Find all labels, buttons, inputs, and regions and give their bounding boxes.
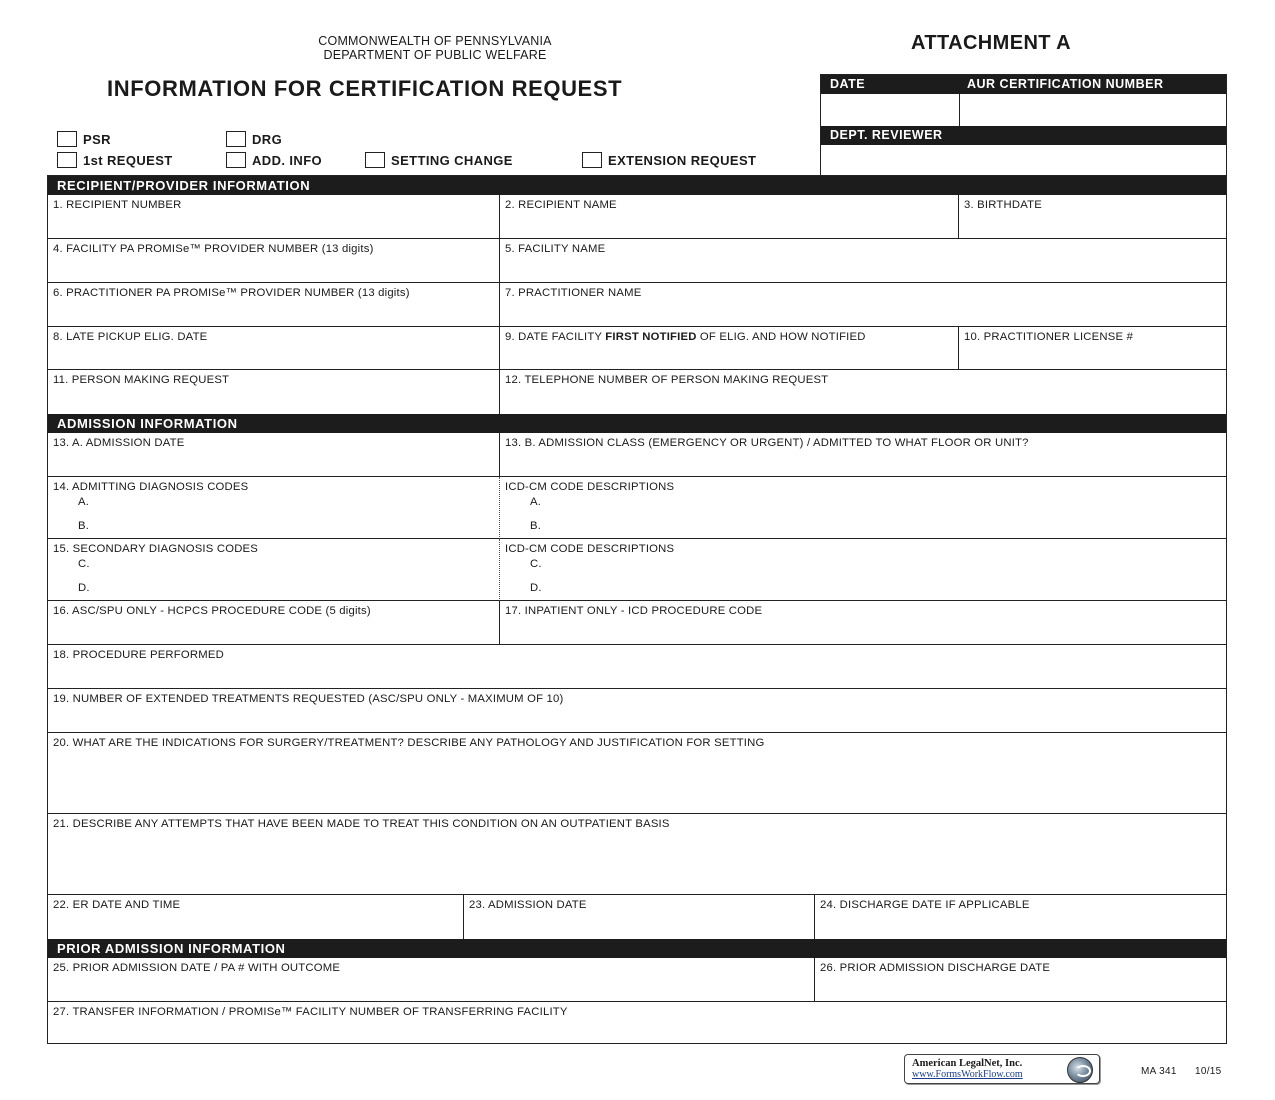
checkbox-psr-box[interactable] bbox=[57, 131, 77, 147]
section-admission: ADMISSION INFORMATION bbox=[48, 414, 1226, 433]
desc-a-label: A. bbox=[530, 496, 542, 508]
checkbox-setting-change-box[interactable] bbox=[365, 152, 385, 168]
field-telephone-number[interactable] bbox=[500, 370, 1226, 414]
header-line2: DEPARTMENT OF PUBLIC WELFARE bbox=[323, 48, 547, 62]
section-recipient: RECIPIENT/PROVIDER INFORMATION bbox=[48, 176, 1226, 195]
field-procedure-performed[interactable] bbox=[48, 645, 1226, 689]
field-late-pickup-date[interactable] bbox=[48, 327, 500, 370]
american-legalnet-logo[interactable] bbox=[904, 1054, 1100, 1084]
field-discharge-date[interactable] bbox=[815, 895, 1226, 939]
checkbox-drg-label: DRG bbox=[252, 131, 283, 147]
label-8: 8. LATE PICKUP ELIG. DATE bbox=[53, 331, 208, 343]
label-18: 18. PROCEDURE PERFORMED bbox=[53, 649, 224, 661]
checkbox-drg[interactable] bbox=[226, 131, 282, 147]
label-9-pre: 9. DATE FACILITY bbox=[505, 331, 606, 343]
label-2: 2. RECIPIENT NAME bbox=[505, 199, 617, 211]
field-transfer-information[interactable] bbox=[48, 1002, 1226, 1044]
field-extended-treatments[interactable] bbox=[48, 689, 1226, 733]
field-birthdate[interactable] bbox=[959, 195, 1226, 239]
label-4: 4. FACILITY PA PROMISe™ PROVIDER NUMBER (13 digits) bbox=[53, 243, 374, 255]
checkbox-first-request[interactable] bbox=[57, 152, 173, 168]
field-outpatient-attempts[interactable] bbox=[48, 814, 1226, 895]
field-practitioner-license[interactable] bbox=[959, 327, 1226, 370]
label-15: 15. SECONDARY DIAGNOSIS CODES bbox=[53, 543, 259, 555]
code-a-label: A. bbox=[78, 496, 90, 508]
label-27: 27. TRANSFER INFORMATION / PROMISe™ FACILITY NUMBER OF TRANSFERRING FACILITY bbox=[53, 1006, 568, 1018]
form-number: MA 341 bbox=[1141, 1066, 1177, 1077]
label-14: 14. ADMITTING DIAGNOSIS CODES bbox=[53, 481, 249, 493]
admin-header-bar bbox=[821, 75, 1226, 94]
label-1: 1. RECIPIENT NUMBER bbox=[53, 199, 182, 211]
label-16: 16. ASC/SPU ONLY - HCPCS PROCEDURE CODE (5 digits) bbox=[53, 605, 371, 617]
checkbox-psr[interactable] bbox=[57, 131, 111, 147]
checkbox-setting-change-label: SETTING CHANGE bbox=[391, 152, 513, 168]
label-12: 12. TELEPHONE NUMBER OF PERSON MAKING REQUEST bbox=[505, 374, 829, 386]
label-23: 23. ADMISSION DATE bbox=[469, 899, 587, 911]
field-icd-descriptions-1[interactable] bbox=[500, 477, 1226, 539]
field-er-date-time[interactable] bbox=[48, 895, 464, 939]
form-revision: 10/15 bbox=[1195, 1066, 1222, 1077]
checkbox-first-request-label: 1st REQUEST bbox=[83, 152, 173, 168]
reviewer-header-bar bbox=[821, 126, 1226, 145]
date-label: DATE bbox=[830, 77, 866, 91]
checkbox-first-request-box[interactable] bbox=[57, 152, 77, 168]
commonwealth-heading bbox=[270, 34, 600, 62]
label-22: 22. ER DATE AND TIME bbox=[53, 899, 181, 911]
label-6: 6. PRACTITIONER PA PROMISe™ PROVIDER NUMBER (13 digits) bbox=[53, 287, 410, 299]
label-7: 7. PRACTITIONER NAME bbox=[505, 287, 642, 299]
field-person-making-request[interactable] bbox=[48, 370, 500, 414]
label-icd-2: ICD-CM CODE DESCRIPTIONS bbox=[505, 543, 675, 555]
reviewer-input[interactable] bbox=[821, 145, 1228, 175]
checkbox-extension-request-label: EXTENSION REQUEST bbox=[608, 152, 757, 168]
field-prior-discharge-date[interactable] bbox=[815, 958, 1226, 1002]
globe-icon bbox=[1067, 1057, 1093, 1083]
checkbox-add-info-label: ADD. INFO bbox=[252, 152, 323, 168]
label-13a: 13. A. ADMISSION DATE bbox=[53, 437, 185, 449]
field-date-first-notified[interactable] bbox=[500, 327, 959, 370]
field-practitioner-provider-number[interactable] bbox=[48, 283, 500, 327]
label-13b: 13. B. ADMISSION CLASS (EMERGENCY OR URGENT) / ADMITTED TO WHAT FLOOR OR UNIT? bbox=[505, 437, 1029, 449]
field-recipient-number[interactable] bbox=[48, 195, 500, 239]
page-title: INFORMATION FOR CERTIFICATION REQUEST bbox=[107, 76, 623, 101]
label-icd-1: ICD-CM CODE DESCRIPTIONS bbox=[505, 481, 675, 493]
label-24: 24. DISCHARGE DATE IF APPLICABLE bbox=[820, 899, 1030, 911]
field-practitioner-name[interactable] bbox=[500, 283, 1226, 327]
header-line1: COMMONWEALTH OF PENNSYLVANIA bbox=[318, 34, 552, 48]
field-facility-provider-number[interactable] bbox=[48, 239, 500, 283]
checkbox-drg-box[interactable] bbox=[226, 131, 246, 147]
field-admission-class-13b[interactable] bbox=[500, 433, 1226, 477]
label-11: 11. PERSON MAKING REQUEST bbox=[53, 374, 230, 386]
attachment-label: ATTACHMENT A bbox=[911, 32, 1071, 54]
checkbox-extension-request[interactable] bbox=[582, 152, 756, 168]
label-26: 26. PRIOR ADMISSION DISCHARGE DATE bbox=[820, 962, 1051, 974]
date-input[interactable] bbox=[821, 94, 959, 126]
desc-d-label: D. bbox=[530, 582, 542, 594]
code-b-label: B. bbox=[78, 520, 90, 532]
label-10: 10. PRACTITIONER LICENSE # bbox=[964, 331, 1134, 343]
label-9-post: OF ELIG. AND HOW NOTIFIED bbox=[696, 331, 866, 343]
label-25: 25. PRIOR ADMISSION DATE / PA # WITH OUTCOME bbox=[53, 962, 341, 974]
label-19: 19. NUMBER OF EXTENDED TREATMENTS REQUESTED (ASC/SPU ONLY - MAXIMUM OF 10) bbox=[53, 693, 564, 705]
label-3: 3. BIRTHDATE bbox=[964, 199, 1042, 211]
checkbox-psr-label: PSR bbox=[83, 131, 111, 147]
desc-b-label: B. bbox=[530, 520, 542, 532]
checkbox-add-info-box[interactable] bbox=[226, 152, 246, 168]
code-d-label: D. bbox=[78, 582, 90, 594]
label-17: 17. INPATIENT ONLY - ICD PROCEDURE CODE bbox=[505, 605, 763, 617]
field-secondary-diagnosis-codes[interactable] bbox=[48, 539, 500, 601]
label-9-bold: FIRST NOTIFIED bbox=[605, 331, 697, 343]
aur-label: AUR CERTIFICATION NUMBER bbox=[967, 77, 1164, 91]
aur-input[interactable] bbox=[960, 94, 1228, 126]
field-recipient-name[interactable] bbox=[500, 195, 959, 239]
code-c-label: C. bbox=[78, 558, 90, 570]
label-5: 5. FACILITY NAME bbox=[505, 243, 606, 255]
checkbox-extension-request-box[interactable] bbox=[582, 152, 602, 168]
field-hcpcs-procedure-code[interactable] bbox=[48, 601, 500, 645]
reviewer-label: DEPT. REVIEWER bbox=[830, 128, 943, 142]
field-prior-admission-date[interactable] bbox=[48, 958, 815, 1002]
section-prior-admission: PRIOR ADMISSION INFORMATION bbox=[48, 939, 1226, 958]
label-21: 21. DESCRIBE ANY ATTEMPTS THAT HAVE BEEN MADE TO TREAT THIS CONDITION ON AN OUTPATIENT BASIS bbox=[53, 818, 670, 830]
field-icd-procedure-code[interactable] bbox=[500, 601, 1226, 645]
field-icd-descriptions-2[interactable] bbox=[500, 539, 1226, 601]
field-facility-name[interactable] bbox=[500, 239, 1226, 283]
field-admission-date-23[interactable] bbox=[464, 895, 815, 939]
logo-company-name: American LegalNet, Inc. bbox=[912, 1058, 1023, 1069]
admin-box bbox=[820, 74, 1227, 175]
field-admitting-diagnosis-codes[interactable] bbox=[48, 477, 500, 539]
label-20: 20. WHAT ARE THE INDICATIONS FOR SURGERY/TREATMENT? DESCRIBE ANY PATHOLOGY AND JUSTIFICATION FOR SETTING bbox=[53, 737, 765, 749]
certification-form bbox=[47, 175, 1227, 1044]
field-admission-date-13a[interactable] bbox=[48, 433, 500, 477]
checkbox-add-info[interactable] bbox=[226, 152, 322, 168]
desc-c-label: C. bbox=[530, 558, 542, 570]
field-indications[interactable] bbox=[48, 733, 1226, 814]
checkbox-setting-change[interactable] bbox=[365, 152, 513, 168]
logo-url-link[interactable]: www.FormsWorkFlow.com bbox=[912, 1069, 1023, 1080]
